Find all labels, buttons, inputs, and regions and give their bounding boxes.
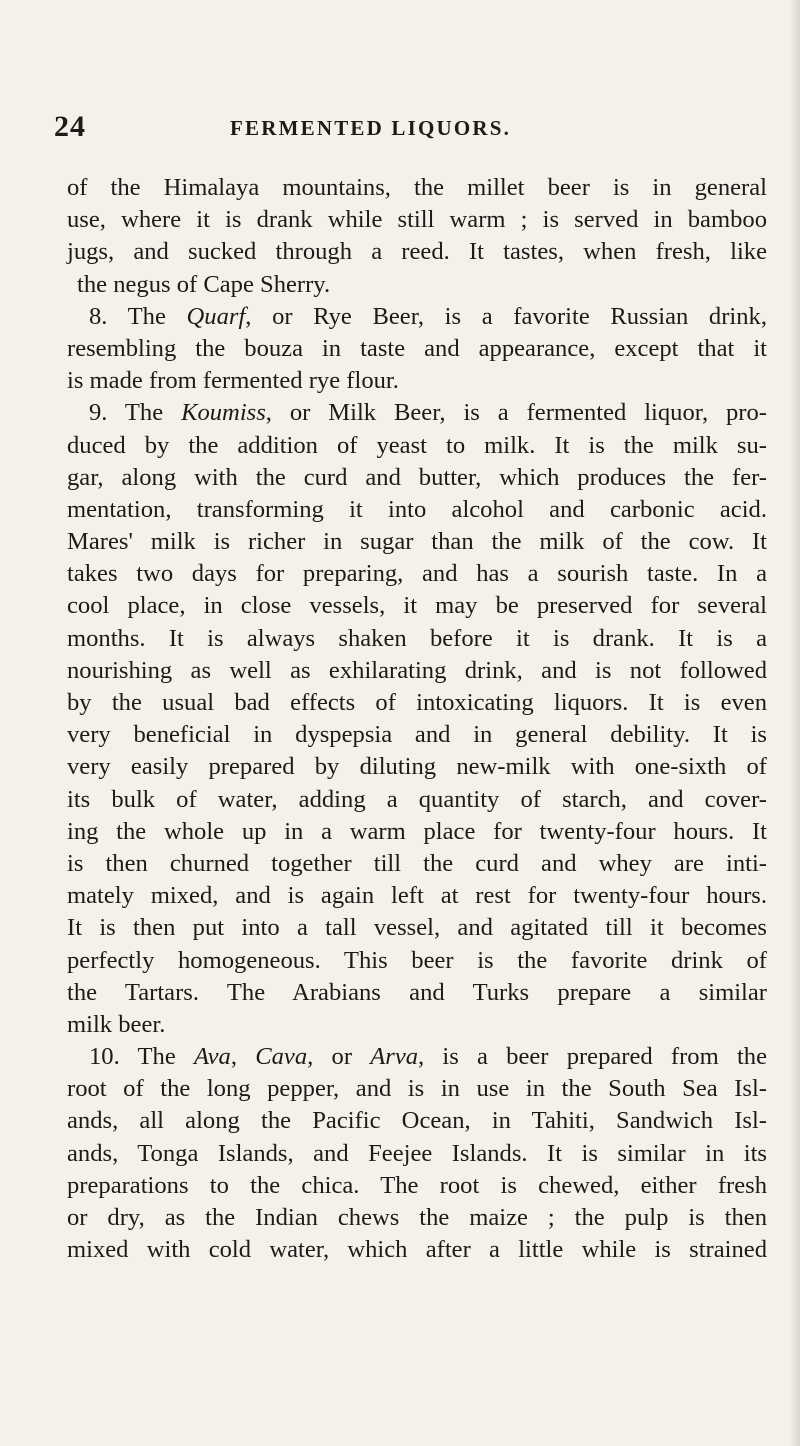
text-line: its bulk of water, adding a quantity of starch, and cover-	[67, 785, 767, 813]
italic-term: Arva	[370, 1043, 419, 1071]
text-line: very easily prepared by diluting new-milk with one-sixth of	[67, 753, 767, 781]
text-line: duced by the addition of yeast to milk. It is the milk su-	[67, 431, 767, 459]
text-line: It is then put into a tall vessel, and agitated till it becomes	[67, 914, 767, 942]
text-line: preparations to the chica. The root is chewed, either fresh	[67, 1171, 767, 1199]
text-line: by the usual bad effects of intoxicating liquors. It is even	[67, 689, 767, 716]
text-line: of the Himalaya mountains, the millet beer is in general	[67, 174, 767, 201]
text-part: 9. The	[89, 399, 182, 427]
text-line: months. It is always shaken before it is drank. It is a	[67, 624, 767, 652]
text-part: , or Rye Beer, is a favorite Russian drink,	[245, 302, 767, 330]
italic-term: Koumiss	[181, 399, 266, 427]
text-line	[67, 301, 767, 333]
text-line: Mares' milk is richer in sugar than the milk of the cow. It	[67, 528, 767, 556]
text-line: root of the long pepper, and is in use in the South Sea Isl-	[67, 1075, 767, 1103]
text-line: is made from fermented rye flour.	[67, 367, 399, 395]
page-header	[54, 110, 774, 150]
text-line	[67, 1041, 767, 1073]
text-line: ing the whole up in a warm place for twenty-four hours. It	[67, 817, 767, 845]
italic-term: Quarf	[186, 302, 246, 330]
text-part: , is a beer prepared from the	[418, 1043, 767, 1071]
text-line: cool place, in close vessels, it may be preserved for several	[67, 592, 767, 620]
text-line: very beneficial in dyspepsia and in general debility. It is	[67, 721, 767, 749]
text-line: the negus of Cape Sherry.	[77, 270, 331, 298]
running-title: FERMENTED LIQUORS.	[230, 116, 512, 140]
text-line: or dry, as the Indian chews the maize ; the pulp is then	[67, 1204, 767, 1231]
italic-term: Ava	[193, 1043, 231, 1071]
text-line: use, where it is drank while still warm ; is served in bamboo	[67, 206, 767, 234]
italic-term: Cava	[255, 1043, 308, 1071]
text-line: ands, Tonga Islands, and Feejee Islands. It is similar in its	[67, 1139, 767, 1167]
text-line: jugs, and sucked through a reed. It tastes, when fresh, like	[67, 238, 767, 266]
text-line: mentation, transforming it into alcohol and carbonic acid.	[67, 495, 767, 523]
body-text	[67, 172, 767, 1266]
text-line: mixed with cold water, which after a little while is strained	[67, 1236, 767, 1264]
text-line	[67, 397, 767, 429]
text-line: takes two days for preparing, and has a sourish taste. In a	[67, 560, 767, 588]
text-part: , or	[307, 1043, 371, 1071]
page-number: 24	[54, 110, 86, 143]
text-part: ,	[230, 1043, 256, 1071]
text-line: resembling the bouza in taste and appearance, except that it	[67, 334, 767, 362]
text-line: gar, along with the curd and butter, which produces the fer-	[67, 463, 767, 491]
text-line: is then churned together till the curd and whey are inti-	[67, 849, 767, 877]
text-line: mately mixed, and is again left at rest for twenty-four hours.	[67, 882, 767, 910]
text-part: 8. The	[89, 302, 187, 330]
text-line: ands, all along the Pacific Ocean, in Tahiti, Sandwich Isl-	[67, 1107, 767, 1135]
text-line: nourishing as well as exhilarating drink, and is not followed	[67, 656, 767, 684]
text-line: the Tartars. The Arabians and Turks prepare a similar	[67, 978, 767, 1006]
page-edge-shadow	[790, 0, 800, 1446]
text-part: , or Milk Beer, is a fermented liquor, pro-	[265, 399, 767, 427]
text-line: perfectly homogeneous. This beer is the favorite drink of	[67, 946, 767, 974]
text-part: 10. The	[89, 1043, 194, 1071]
text-line: milk beer.	[67, 1010, 166, 1038]
